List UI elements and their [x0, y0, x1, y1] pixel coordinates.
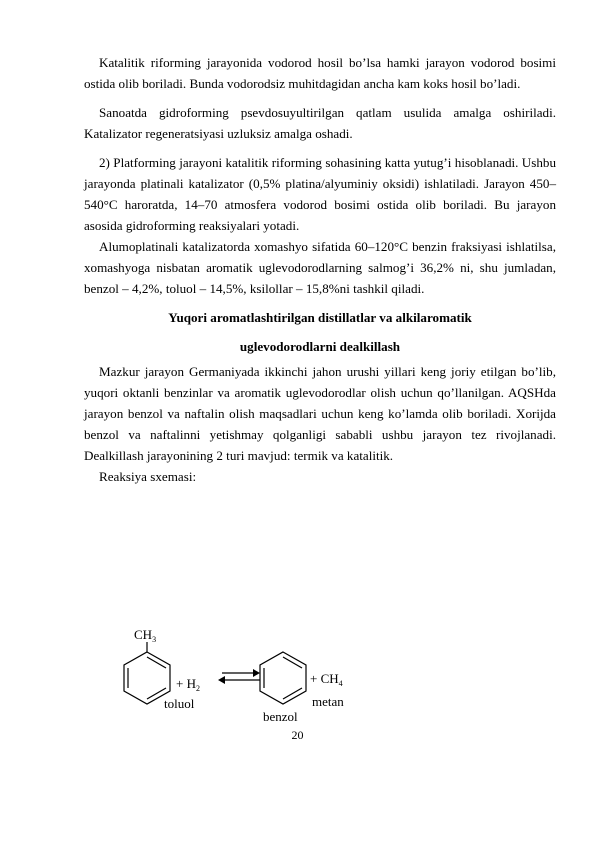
- methane-product: + $CH_4$: [310, 671, 343, 688]
- toluene-ring: [124, 642, 170, 704]
- benzene-ring: [260, 652, 306, 704]
- methyl-group-label: $CH_3$: [134, 627, 157, 644]
- paragraph-4: Alumoplatinali katalizatorda xomashyo sifatida 60–120°C benzin fraksiyasi ishlatilsa, xomashyoga nisbatan aromatik uglevodorodlarning salmog’i 36,2% ni, shu jumladan, benzol – 4,2%, toluol – 14,5%, ksilollar – 15,8%ni tashkil qiladi.: [84, 239, 556, 296]
- reaction-scheme: [110, 620, 370, 724]
- section-heading-line-1: Yuqori aromatlashtirilgan distillatlar va alkilaromatik: [168, 310, 472, 325]
- document-body: [84, 52, 556, 487]
- hydrogen-reagent: + $H_2$: [176, 676, 200, 693]
- paragraph-2: Sanoatda gidroforming psevdosuyultirilgan qatlam usulida amalga oshiriladi. Katalizator regeneratsiyasi uzluksiz amalga oshadi.: [84, 105, 556, 141]
- section-heading-line-2: uglevodorodlarni dealkillash: [239, 339, 401, 354]
- paragraph-5: Mazkur jarayon Germaniyada ikkinchi jahon urushi yillari keng joriy etilgan bo’lib, yuqori oktanli benzinlar va aromatik uglevodorodlar olish uchun qo’llanilgan. AQSHda jarayon benzol va naftalin olish maqsadlari uchun keng ko’lamda olib boriladi. Xorijda benzol va naftalinni yetishmay qolganligi sababli ushbu jarayon tez rivojlanadi. Dealkillash jarayonining 2 turi mavjud: termik va katalitik.: [84, 364, 556, 463]
- metan-label: metan: [312, 694, 344, 709]
- benzol-label: benzol: [263, 709, 298, 724]
- paragraph-3: 2) Platforming jarayoni katalitik riforming sohasining katta yutug’i hisoblanadi. Ushbu jarayonda platinali katalizator (0,5% platina/alyuminiy oksidi) ishlatiladi. Jarayon 450–540°C haroratda, 14–70 atmosfera vodorod bosimi ostida olib boriladi. Bu jarayon asosida gidroforming reaksiyalari yotadi.: [84, 155, 556, 233]
- toluol-label: toluol: [164, 696, 195, 711]
- equilibrium-arrow: [218, 669, 260, 684]
- paragraph-1: Katalitik riforming jarayonida vodorod hosil bo’lsa hamki jarayon vodorod bosimi ostida olib boriladi. Bunda vodorodsiz muhitdagidan ancha kam koks hosil bo’ladi.: [84, 55, 556, 91]
- paragraph-6: Reaksiya sxemasi:: [99, 469, 197, 484]
- page-number: 20: [291, 728, 304, 742]
